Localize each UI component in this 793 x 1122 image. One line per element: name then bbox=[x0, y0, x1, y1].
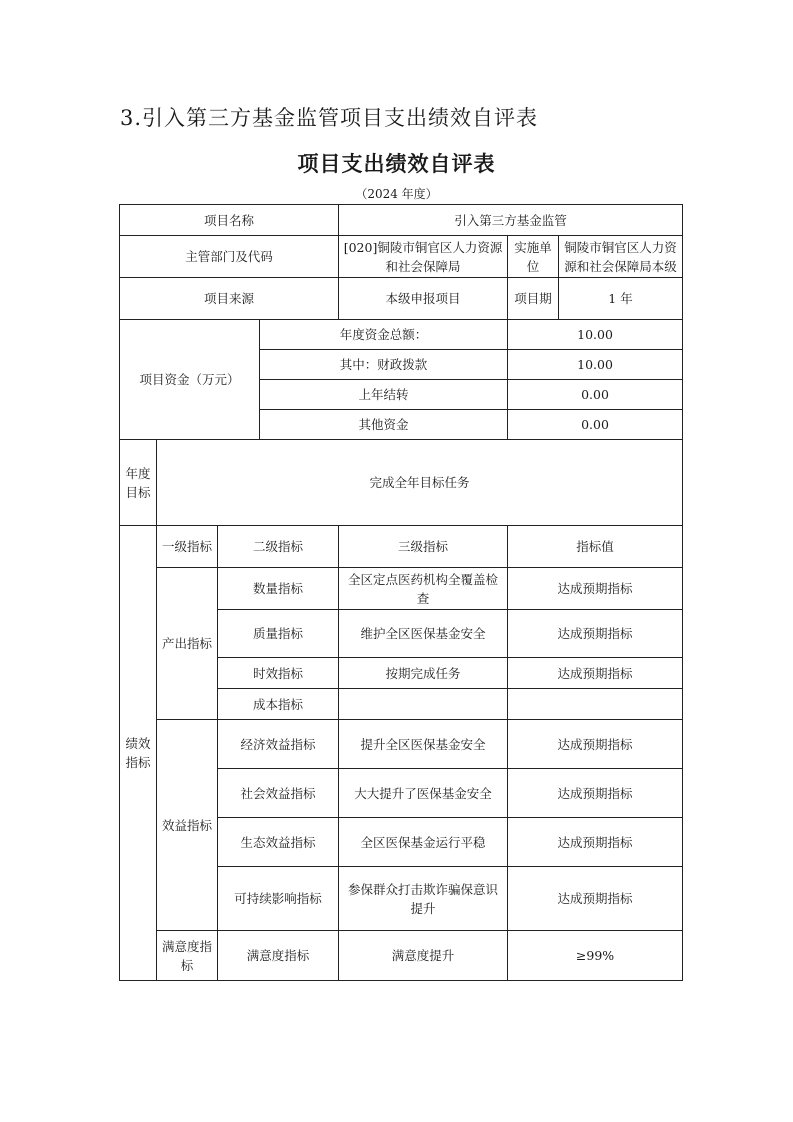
value-cell: 达成预期指标 bbox=[508, 658, 683, 689]
table-row bbox=[120, 720, 683, 769]
fiscal-year: （2024 年度） bbox=[355, 187, 438, 201]
table-row bbox=[120, 931, 683, 981]
funds-fiscal-value: 10.00 bbox=[508, 350, 683, 380]
value-cell: 达成预期指标 bbox=[508, 867, 683, 931]
level2-cell: 时效指标 bbox=[218, 658, 339, 689]
level2-cell: 满意度指标 bbox=[218, 931, 339, 981]
level3-cell: 按期完成任务 bbox=[339, 658, 508, 689]
value-cell: 达成预期指标 bbox=[508, 769, 683, 818]
funds-other-value: 0.00 bbox=[508, 410, 683, 440]
implementing-unit-label: 实施单位 bbox=[508, 236, 559, 278]
value-cell: 达成预期指标 bbox=[508, 610, 683, 658]
header-level2: 二级指标 bbox=[218, 526, 339, 568]
funds-carryover-label: 上年结转 bbox=[260, 380, 508, 410]
project-funds-label: 项目资金（万元） bbox=[120, 320, 260, 440]
level3-cell: 大大提升了医保基金安全 bbox=[339, 769, 508, 818]
funds-other-label: 其他资金 bbox=[260, 410, 508, 440]
level3-cell: 全区定点医药机构全覆盖检查 bbox=[339, 568, 508, 610]
value-cell: 达成预期指标 bbox=[508, 568, 683, 610]
implementing-unit-value: 铜陵市铜官区人力资源和社会保障局本级 bbox=[559, 236, 683, 278]
funds-total-row bbox=[120, 320, 683, 350]
value-cell: 达成预期指标 bbox=[508, 720, 683, 769]
value-cell: ≥99% bbox=[508, 931, 683, 981]
department-label: 主管部门及代码 bbox=[120, 236, 339, 278]
evaluation-table bbox=[119, 204, 683, 981]
header-level1: 一级指标 bbox=[157, 526, 218, 568]
section-heading: 3.引入第三方基金监管项目支出绩效自评表 bbox=[120, 106, 539, 130]
value-cell: 达成预期指标 bbox=[508, 818, 683, 867]
department-value: [020]铜陵市铜官区人力资源和社会保障局 bbox=[339, 236, 508, 278]
level3-cell: 满意度提升 bbox=[339, 931, 508, 981]
level3-cell: 维护全区医保基金安全 bbox=[339, 610, 508, 658]
funds-carryover-value: 0.00 bbox=[508, 380, 683, 410]
level2-cell: 生态效益指标 bbox=[218, 818, 339, 867]
benefit-indicators-label: 效益指标 bbox=[157, 720, 218, 931]
annual-goal-text: 完成全年目标任务 bbox=[157, 440, 683, 526]
project-name-value: 引入第三方基金监管 bbox=[339, 205, 683, 236]
level2-cell: 可持续影响指标 bbox=[218, 867, 339, 931]
header-value: 指标值 bbox=[508, 526, 683, 568]
level3-cell bbox=[339, 689, 508, 720]
performance-indicators-label: 绩效指标 bbox=[120, 526, 157, 981]
header-level3: 三级指标 bbox=[339, 526, 508, 568]
source-row bbox=[120, 278, 683, 320]
level3-cell: 参保群众打击欺诈骗保意识提升 bbox=[339, 867, 508, 931]
satisfaction-indicators-label: 满意度指标 bbox=[157, 931, 218, 981]
page-title: 项目支出绩效自评表 bbox=[297, 152, 496, 176]
value-cell bbox=[508, 689, 683, 720]
level2-cell: 质量指标 bbox=[218, 610, 339, 658]
project-source-value: 本级申报项目 bbox=[339, 278, 508, 320]
level3-cell: 提升全区医保基金安全 bbox=[339, 720, 508, 769]
project-period-value: 1 年 bbox=[559, 278, 683, 320]
annual-goal-label: 年度目标 bbox=[120, 440, 157, 526]
funds-total-label: 年度资金总额： bbox=[260, 320, 508, 350]
department-row bbox=[120, 236, 683, 278]
level3-cell: 全区医保基金运行平稳 bbox=[339, 818, 508, 867]
project-period-label: 项目期 bbox=[508, 278, 559, 320]
level2-cell: 经济效益指标 bbox=[218, 720, 339, 769]
level2-cell: 成本指标 bbox=[218, 689, 339, 720]
funds-total-value: 10.00 bbox=[508, 320, 683, 350]
level2-cell: 社会效益指标 bbox=[218, 769, 339, 818]
level2-cell: 数量指标 bbox=[218, 568, 339, 610]
output-indicators-label: 产出指标 bbox=[157, 568, 218, 720]
project-name-label: 项目名称 bbox=[120, 205, 339, 236]
annual-goal-row bbox=[120, 440, 683, 526]
project-source-label: 项目来源 bbox=[120, 278, 339, 320]
perf-header-row bbox=[120, 526, 683, 568]
table-row bbox=[120, 568, 683, 610]
project-name-row bbox=[120, 205, 683, 236]
funds-fiscal-label: 其中：财政拨款 bbox=[260, 350, 508, 380]
